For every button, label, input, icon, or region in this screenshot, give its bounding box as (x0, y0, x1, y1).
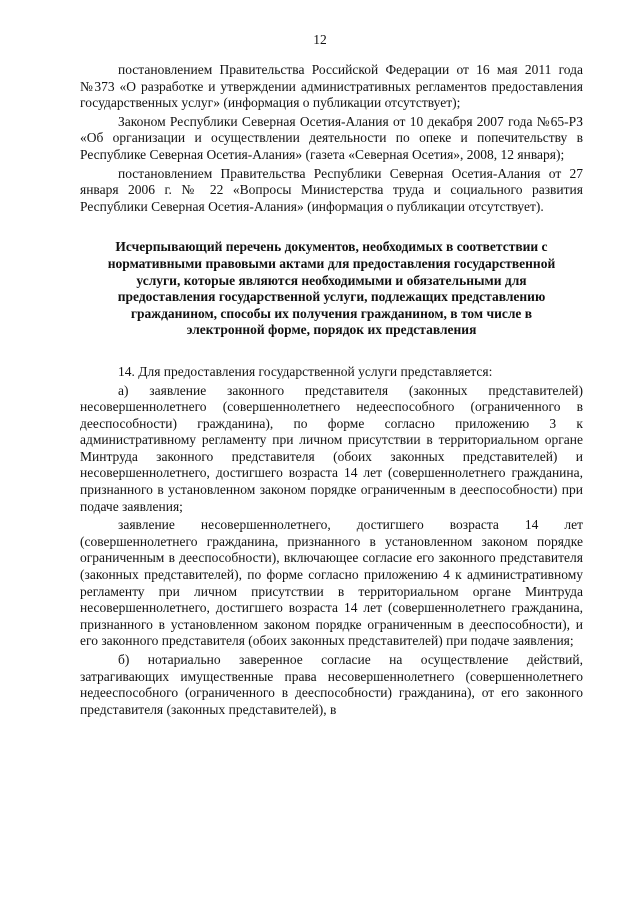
section-heading: Исчерпывающий перечень документов, необходимых в соответствии с нормативными правовыми актами для предоставления государственной услуги, которые являются необходимыми и обязательными для предоставления государственной услуги, подлежащих представлению гражданином, способы их получения гражданином, в том числе в электронной форме, порядок их представления (107, 239, 556, 338)
item-14-lead: 14. Для предоставления государственной услуги представляется: (118, 363, 493, 379)
item-14-paragraph-minor-application: заявление несовершеннолетнего, достигшего возраста 14 лет (совершеннолетнего гражданина, признанного в установленном законом порядке ограниченным в дееспособности), включающее согласие его законного представителя (законных представителей), по форме согласно приложению 4 к административному регламенту при личном присутствии в территориальном органе Минтруда несовершеннолетнего, достигшего возраста 14 лет (совершеннолетнего гражданина, признанного в установленном законом порядке ограниченным в дееспособности), и его законного представителя (обоих законных представителей) при подаче заявления; (80, 517, 583, 649)
document-body (80, 62, 583, 718)
intro-paragraph: Законом Республики Северная Осетия-Алания от 10 декабря 2007 года №65-РЗ «Об организации и осуществлении деятельности по опеке и попечительству в Республике Северная Осетия-Алания» (газета «Северная Осетия», 2008, 12 января); (80, 113, 583, 162)
intro-paragraph: постановлением Правительства Республики Северная Осетия-Алания от 27 января 2006 г. № 22 «Вопросы Министерства труда и социального развития Республики Северная Осетия-Алания» (информация о публикации отсутствует). (80, 165, 583, 214)
item-14-paragraph-b: б) нотариально заверенное согласие на осуществление действий, затрагивающих имущественные права несовершеннолетнего (совершеннолетнего недееспособного (ограниченного в дееспособности) гражданина), от его законного представителя (законных представителей), в (80, 652, 583, 717)
item-14 (80, 364, 583, 718)
page-number: 12 (313, 32, 327, 47)
intro-paragraph: постановлением Правительства Российской Федерации от 16 мая 2011 года №373 «О разработке и утверждении административных регламентов предоставления государственных услуг» (информация о публикации отсутствует); (80, 62, 583, 111)
item-14-paragraph-a: а) заявление законного представителя (законных представителей) несовершеннолетнего (совершеннолетнего недееспособного (ограниченного в дееспособности) гражданина), по форме согласно приложению 3 к административному регламенту при личном присутствии в территориальном органе Минтруда законного представителя (обоих законных представителей) и несовершеннолетнего, достигшего возраста 14 лет (совершеннолетнего гражданина, признанного в установленном законом порядке ограниченным в дееспособности) при подаче заявления; (80, 382, 583, 514)
